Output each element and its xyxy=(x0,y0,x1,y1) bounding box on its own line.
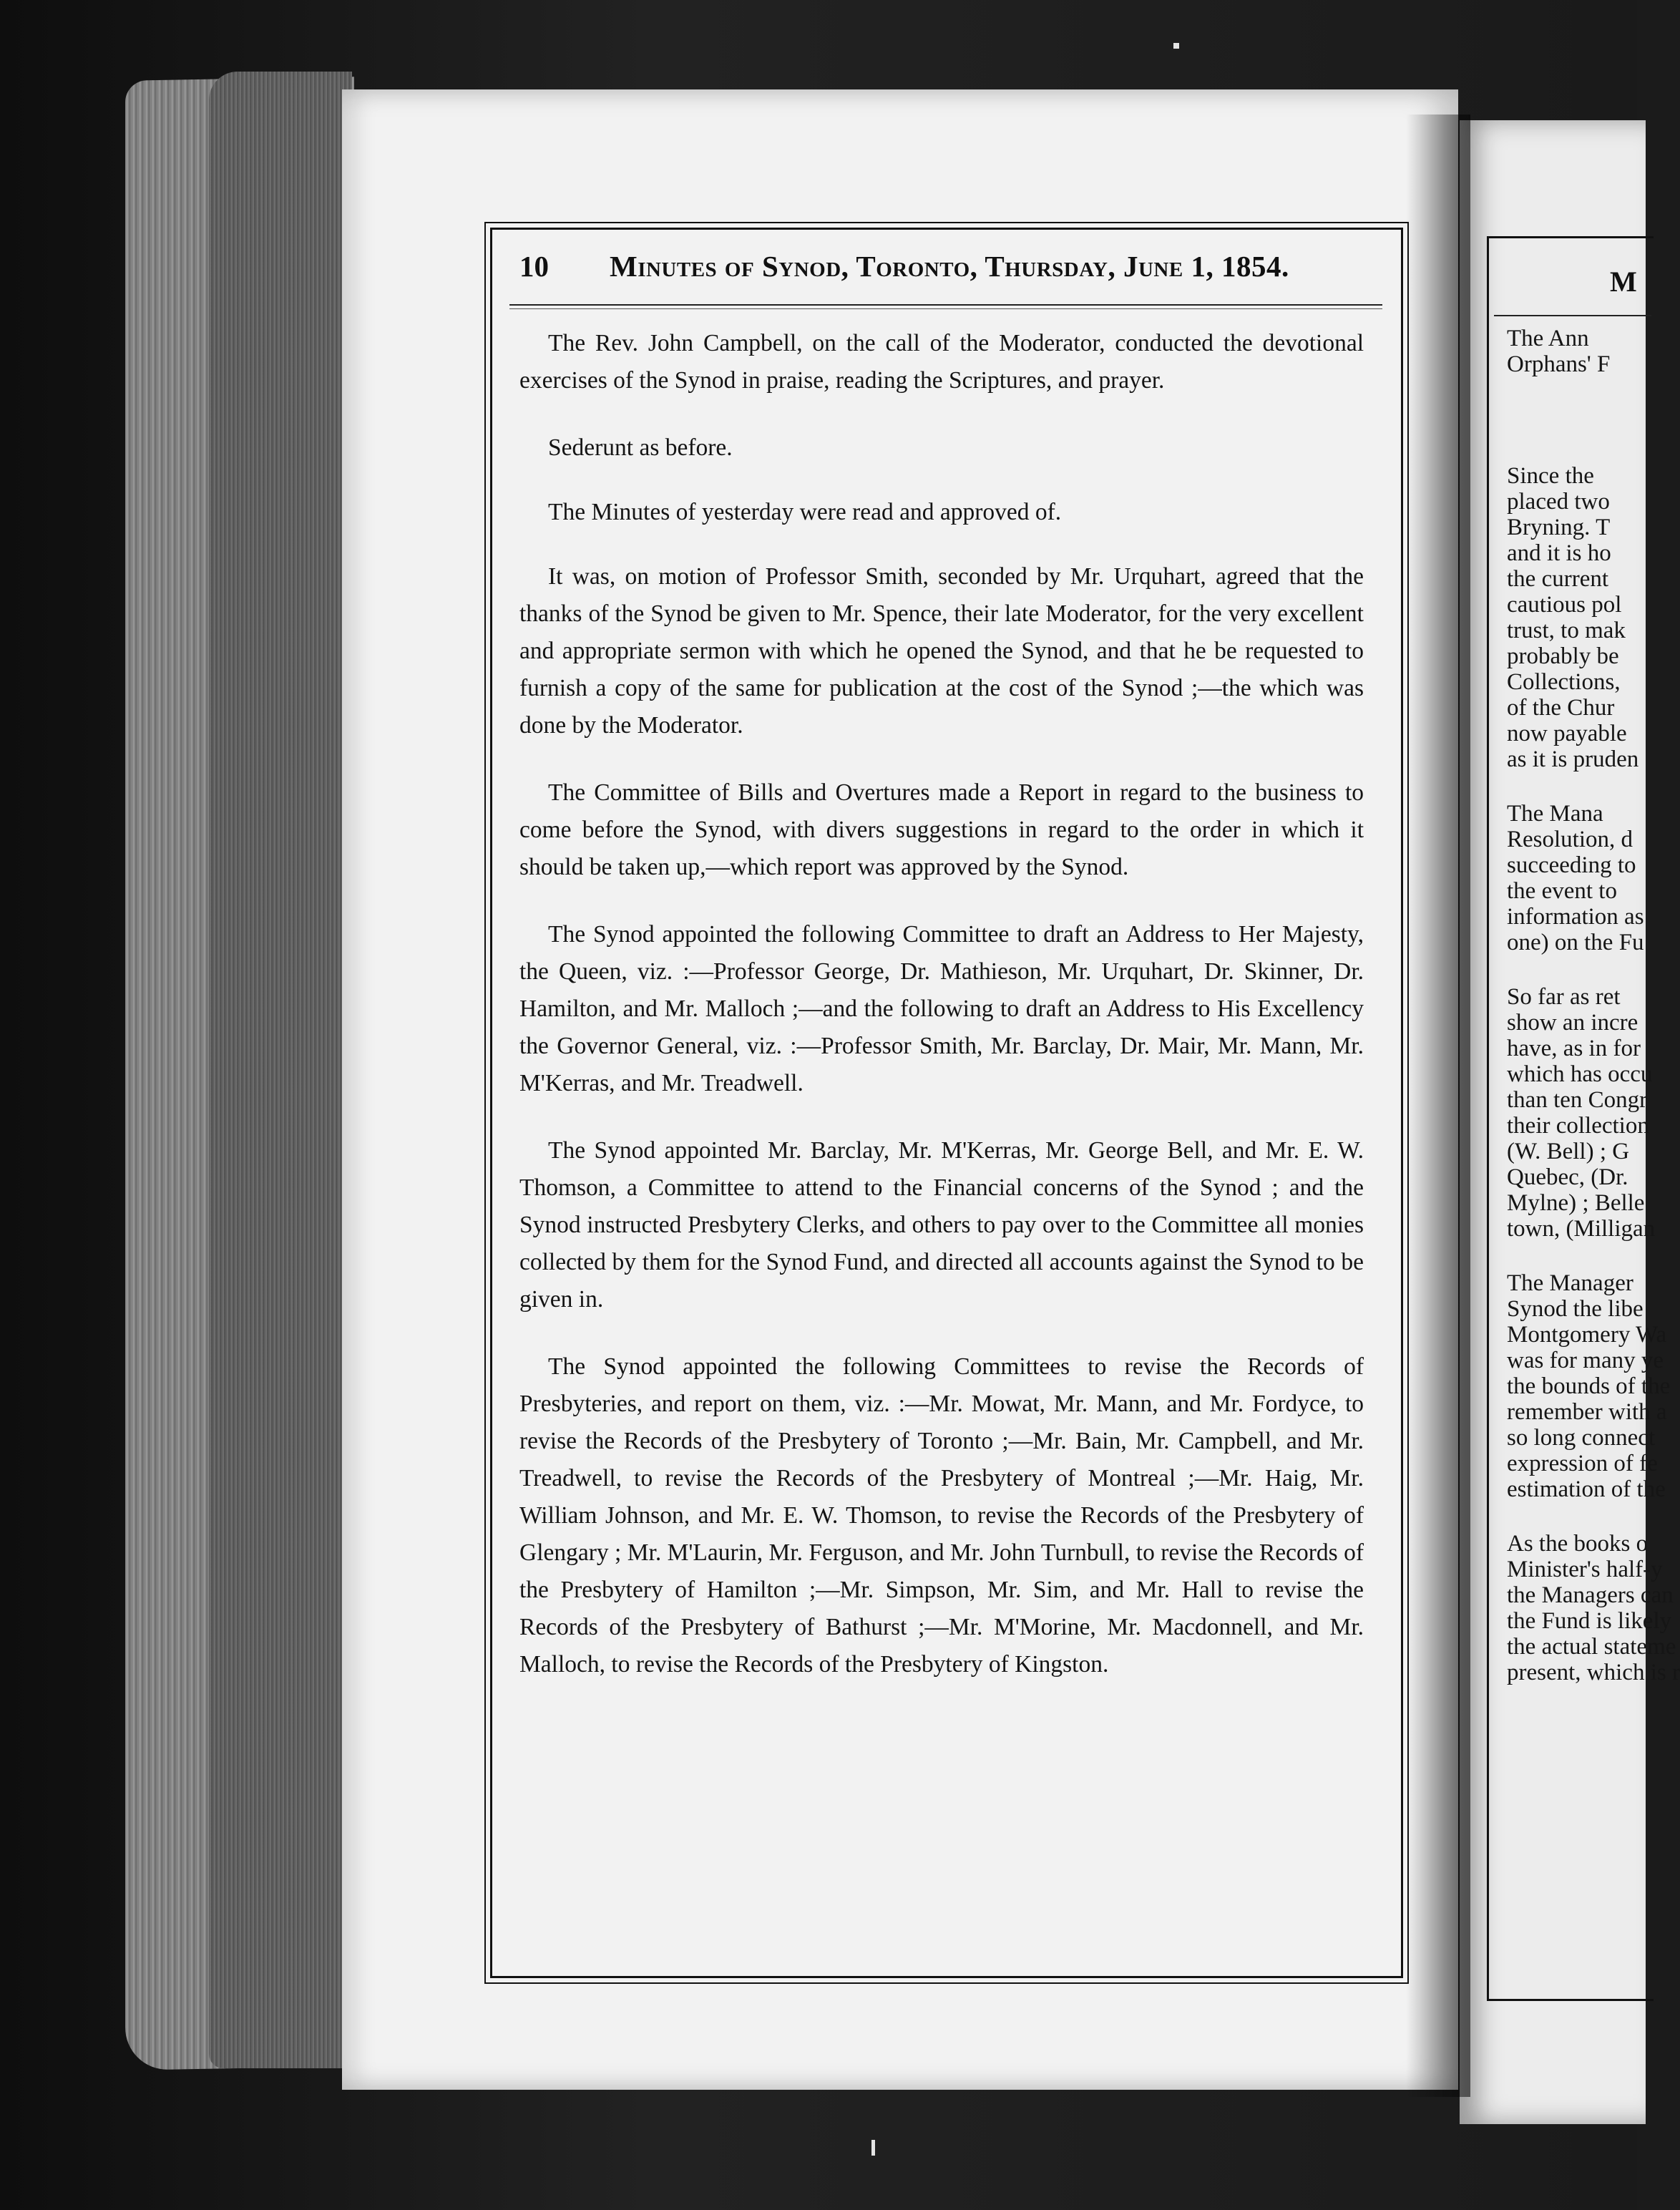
right-page-line: As the books o xyxy=(1507,1531,1649,1557)
paragraph: It was, on motion of Professor Smith, seconded by Mr. Urquhart, agreed that the thanks of the Synod be given to Mr. Spence, their late Moderator, for the very excellent and appropriate sermon with which he opened the Synod, and that he be requested to furnish a copy of the same for publication at the cost of the Synod ;—the which was done by the Moderator. xyxy=(519,563,1364,739)
right-page-line: and it is ho xyxy=(1507,540,1611,566)
paragraph: The Synod appointed the following Committee to draft an Address to Her Majesty, the Queen, viz. :—Professor George, Dr. Mathieson, Mr. Urquhart, Dr. Skinner, Dr. Hamilton, and Mr. Malloch ;—and the following to draft an Address to His Excellency the Governor General, viz. :—Professor Smith, Mr. Barclay, Dr. Mair, Mr. Mann, Mr. M'Kerras, and Mr. Treadwell. xyxy=(519,921,1364,1096)
right-page-line: as it is pruden xyxy=(1507,746,1639,772)
right-page-line: than ten Congr xyxy=(1507,1087,1648,1113)
right-page-line xyxy=(1507,377,1650,406)
right-running-head: M xyxy=(1610,266,1637,298)
right-page-line: was for many ye xyxy=(1507,1348,1664,1373)
right-page-line xyxy=(1507,1502,1650,1531)
right-page-line: of the Chur xyxy=(1507,695,1615,721)
right-page-line xyxy=(1507,1242,1650,1270)
right-page-line: one) on the Fu xyxy=(1507,930,1644,955)
dust-speck xyxy=(871,2140,875,2156)
right-page-line xyxy=(1507,434,1650,463)
book-gutter xyxy=(1406,115,1470,2097)
right-page-line: Montgomery Wa xyxy=(1507,1322,1667,1348)
right-page-line: present, which is r xyxy=(1507,1660,1680,1685)
right-page-line: the event to xyxy=(1507,878,1617,904)
right-page-line: the Fund is likely xyxy=(1507,1608,1672,1634)
right-page-line: probably be xyxy=(1507,643,1619,669)
right-page-line: Resolution, d xyxy=(1507,827,1633,852)
right-page-line: Minister's half-y xyxy=(1507,1557,1663,1582)
right-page-line: trust, to mak xyxy=(1507,618,1626,643)
paragraph: The Synod appointed the following Committees to revise the Records of Presbyteries, and report on them, viz. :—Mr. Mowat, Mr. Mann, and Mr. Fordyce, to revise the Records of the Presbytery of Toronto ;—Mr. Bain, Mr. Campbell, and Mr. Treadwell, to revise the Records of the Presbytery of Montreal ;—Mr. Haig, Mr. William Johnson, and Mr. E. W. Thomson, to revise the Records of the Presbytery of Glengary ; Mr. M'Laurin, Mr. Ferguson, and Mr. John Turnbull, to revise the Records of the Presbytery of Hamilton ;—Mr. Simpson, Mr. Sim, and Mr. Hall to revise the Records of the Presbytery of Bathurst ;—Mr. M'Morine, Mr. Macdonnell, and Mr. Malloch, to revise the Records of the Presbytery of Kingston. xyxy=(519,1353,1364,1678)
right-page-line: The Mana xyxy=(1507,801,1603,827)
right-page-line: the Managers can xyxy=(1507,1582,1674,1608)
paragraph: The Committee of Bills and Overtures made a Report in regard to the business to come before the Synod, with divers suggestions in regard to the order in which it should be taken up,—which report was approved by the Synod. xyxy=(519,779,1364,880)
right-page-line: town, (Milligan xyxy=(1507,1216,1656,1242)
right-page-line: estimation of the xyxy=(1507,1476,1666,1502)
right-page-line: remember with a xyxy=(1507,1399,1667,1425)
right-page-line: now payable xyxy=(1507,721,1627,746)
right-page-line: (W. Bell) ; G xyxy=(1507,1139,1630,1164)
right-page-body xyxy=(1507,326,1680,1685)
right-header-rule xyxy=(1494,315,1651,318)
right-page-line: So far as ret xyxy=(1507,984,1621,1010)
page-number: 10 xyxy=(519,250,549,283)
right-page-line: Bryning. T xyxy=(1507,515,1611,540)
right-page-line: information as xyxy=(1507,904,1644,930)
dust-speck xyxy=(1173,43,1179,49)
right-page-line: Orphans' F xyxy=(1507,351,1611,377)
right-page-line: expression of fe xyxy=(1507,1451,1658,1476)
right-page-line xyxy=(1507,406,1650,434)
left-page-body xyxy=(519,325,1364,1713)
header-rule xyxy=(509,304,1382,309)
right-page-line xyxy=(1507,955,1650,984)
right-page-line: their collection xyxy=(1507,1113,1649,1139)
right-page-line: The Ann xyxy=(1507,326,1589,351)
right-page-line: succeeding to xyxy=(1507,852,1636,878)
right-page-line: Since the xyxy=(1507,463,1594,489)
right-page-line: cautious pol xyxy=(1507,592,1622,618)
left-page-header xyxy=(517,249,1375,292)
right-page-line: The Manager xyxy=(1507,1270,1633,1296)
paragraph: The Minutes of yesterday were read and approved of. xyxy=(548,499,1062,525)
right-page-line: show an incre xyxy=(1507,1010,1639,1036)
right-page-line: the bounds of the xyxy=(1507,1373,1671,1399)
right-page-line: Synod the libe xyxy=(1507,1296,1644,1322)
right-page-line: the current xyxy=(1507,566,1609,592)
running-head: Minutes of Synod, Toronto, Thursday, June 1, 1854. xyxy=(610,250,1289,283)
right-page-line xyxy=(1507,772,1650,801)
right-page-line: placed two xyxy=(1507,489,1610,515)
paragraph: Sederunt as before. xyxy=(548,434,733,461)
right-page-line: the actual stateme xyxy=(1507,1634,1676,1660)
right-page-line: so long connect xyxy=(1507,1425,1656,1451)
right-page-line: have, as in for xyxy=(1507,1036,1641,1061)
right-page-line: Quebec, (Dr. xyxy=(1507,1164,1628,1190)
right-page-line: Mylne) ; Belle xyxy=(1507,1190,1645,1216)
right-page-line: which has occu xyxy=(1507,1061,1653,1087)
right-page-line: Collections, xyxy=(1507,669,1621,695)
paragraph: The Synod appointed Mr. Barclay, Mr. M'Kerras, Mr. George Bell, and Mr. E. W. Thomson, a Committee to attend to the Financial concerns of the Synod ; and the Synod instructed Presbytery Clerks, and others to pay over to the Committee all monies collected by them for the Synod Fund, and directed all accounts against the Synod to be given in. xyxy=(519,1137,1364,1313)
page-edges-inner xyxy=(209,72,352,2068)
paragraph: The Rev. John Campbell, on the call of the Moderator, conducted the devotional exercises of the Synod in praise, reading the Scriptures, and prayer. xyxy=(519,330,1364,394)
